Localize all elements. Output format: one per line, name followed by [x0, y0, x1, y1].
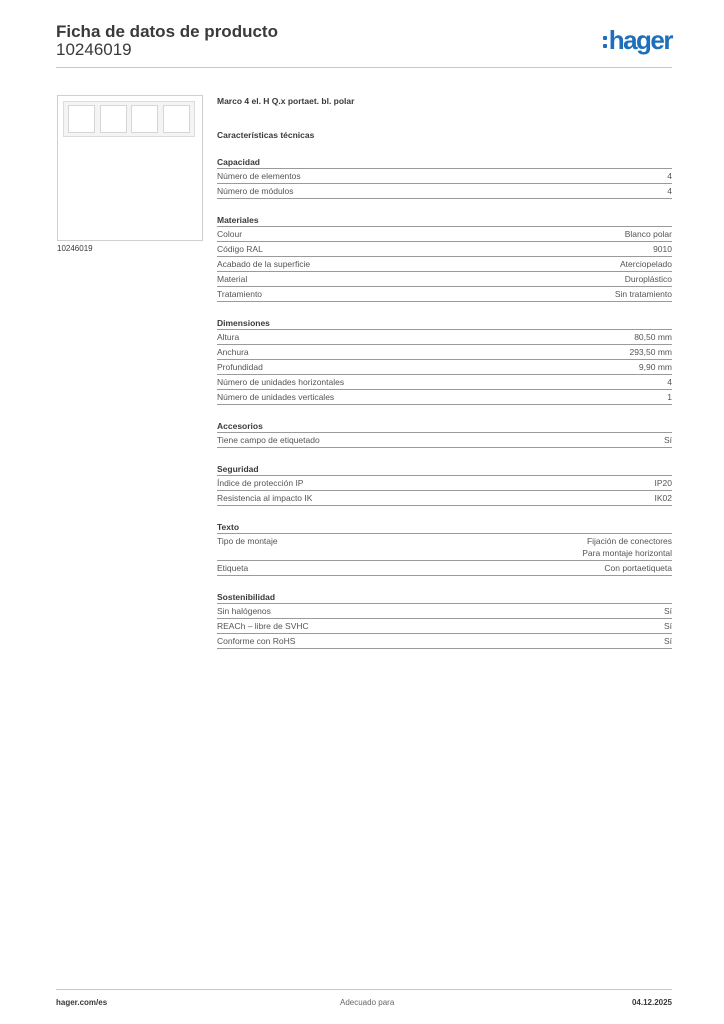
spec-value-line: 9010 — [653, 244, 672, 254]
spec-value — [625, 228, 672, 240]
spec-label: Altura — [217, 332, 240, 342]
spec-section — [217, 521, 672, 576]
spec-sections — [217, 156, 672, 649]
spec-content — [217, 95, 672, 649]
spec-label: Acabado de la superficie — [217, 259, 311, 269]
spec-label: Número de unidades horizontales — [217, 377, 345, 387]
spec-section — [217, 156, 672, 199]
frame-slot — [131, 105, 158, 133]
spec-value — [655, 477, 673, 489]
spec-label: Etiqueta — [217, 563, 249, 573]
spec-row — [217, 534, 672, 561]
spec-value-line: Sí — [663, 606, 672, 616]
spec-value-line: Para montaje horizontal — [582, 548, 672, 558]
footer-website-link[interactable]: hager.com/es — [56, 998, 108, 1007]
spec-value — [582, 535, 672, 559]
spec-row — [217, 227, 672, 242]
spec-row — [217, 184, 672, 199]
spec-label: Tiene campo de etiquetado — [217, 435, 320, 445]
spec-row — [217, 491, 672, 506]
footer-divider — [56, 989, 672, 990]
spec-label: Conforme con RoHS — [217, 636, 296, 646]
spec-value-line: 1 — [667, 392, 672, 402]
spec-value — [625, 273, 672, 285]
frame-slot — [68, 105, 95, 133]
spec-value-line: IP20 — [654, 478, 672, 488]
spec-label: Índice de protección IP — [217, 478, 304, 488]
spec-label: Tipo de montaje — [217, 536, 278, 546]
tech-characteristics-title: Características técnicas — [217, 130, 315, 140]
spec-label: Profundidad — [217, 362, 263, 372]
image-caption: 10246019 — [57, 244, 93, 253]
spec-row — [217, 375, 672, 390]
spec-value-line: Sí — [663, 435, 672, 445]
document-title: Ficha de datos de producto — [56, 22, 278, 41]
spec-value — [604, 562, 672, 574]
spec-section — [217, 420, 672, 448]
spec-label: REACh – libre de SVHC — [217, 621, 309, 631]
spec-value — [664, 620, 672, 632]
spec-value — [639, 361, 672, 373]
spec-row — [217, 330, 672, 345]
page-header — [56, 20, 672, 68]
spec-row — [217, 390, 672, 405]
spec-value-line: Blanco polar — [624, 229, 672, 239]
section-title: Accesorios — [217, 420, 672, 433]
section-title: Dimensiones — [217, 317, 672, 330]
frame-illustration — [63, 101, 195, 137]
spec-label: Material — [217, 274, 248, 284]
spec-value-line: IK02 — [654, 493, 672, 503]
section-title: Texto — [217, 521, 672, 534]
spec-value — [655, 492, 673, 504]
spec-value-line: 80,50 mm — [634, 332, 672, 342]
spec-value — [664, 635, 672, 647]
spec-value — [664, 605, 672, 617]
spec-row — [217, 169, 672, 184]
spec-label: Anchura — [217, 347, 249, 357]
spec-row — [217, 242, 672, 257]
spec-value — [667, 376, 672, 388]
spec-value-line: Sí — [663, 621, 672, 631]
footer-note: Adecuado para — [340, 998, 395, 1007]
spec-value-line: Duroplástico — [624, 274, 672, 284]
spec-value — [667, 391, 672, 403]
spec-row — [217, 287, 672, 302]
spec-label: Colour — [217, 229, 243, 239]
spec-row — [217, 634, 672, 649]
frame-slot — [100, 105, 127, 133]
spec-row — [217, 257, 672, 272]
spec-label: Número de elementos — [217, 171, 301, 181]
logo-dots-icon — [603, 36, 607, 48]
section-title: Seguridad — [217, 463, 672, 476]
spec-value-line: 4 — [667, 186, 672, 196]
spec-row — [217, 476, 672, 491]
spec-section — [217, 591, 672, 649]
spec-value — [664, 434, 672, 446]
spec-value — [634, 331, 672, 343]
spec-value — [620, 258, 672, 270]
spec-row — [217, 360, 672, 375]
spec-value-line: 4 — [667, 377, 672, 387]
spec-row — [217, 272, 672, 287]
spec-label: Código RAL — [217, 244, 263, 254]
spec-value-line: 4 — [667, 171, 672, 181]
spec-value — [615, 288, 672, 300]
page-footer — [56, 994, 672, 1008]
frame-slot — [163, 105, 190, 133]
section-title: Capacidad — [217, 156, 672, 169]
spec-row — [217, 604, 672, 619]
spec-value-line: Sí — [663, 636, 672, 646]
spec-value-line: 9,90 mm — [638, 362, 672, 372]
spec-label: Sin halógenos — [217, 606, 271, 616]
footer-date: 04.12.2025 — [631, 998, 672, 1007]
hager-logo[interactable] — [603, 26, 672, 54]
spec-value — [667, 170, 672, 182]
spec-label: Número de unidades verticales — [217, 392, 335, 402]
spec-value-line: 293,50 mm — [629, 347, 672, 357]
spec-row — [217, 561, 672, 576]
spec-section — [217, 463, 672, 506]
spec-label: Resistencia al impacto IK — [217, 493, 313, 503]
logo-text: hager — [608, 25, 672, 55]
spec-row — [217, 345, 672, 360]
spec-row — [217, 619, 672, 634]
header-divider — [56, 67, 672, 68]
product-image — [57, 95, 203, 241]
spec-value — [653, 243, 672, 255]
spec-value-line: Sin tratamiento — [614, 289, 672, 299]
spec-row — [217, 433, 672, 448]
spec-value-line: Con portaetiqueta — [604, 563, 672, 573]
spec-label: Número de módulos — [217, 186, 294, 196]
spec-value — [629, 346, 672, 358]
spec-value-line: Aterciopelado — [620, 259, 672, 269]
product-number: 10246019 — [56, 40, 132, 59]
spec-value — [667, 185, 672, 197]
spec-section — [217, 214, 672, 302]
product-name: Marco 4 el. H Q.x portaet. bl. polar — [217, 96, 355, 106]
spec-section — [217, 317, 672, 405]
spec-value-line: Fijación de conectores — [586, 536, 672, 546]
section-title: Sostenibilidad — [217, 591, 672, 604]
spec-label: Tratamiento — [217, 289, 263, 299]
section-title: Materiales — [217, 214, 672, 227]
